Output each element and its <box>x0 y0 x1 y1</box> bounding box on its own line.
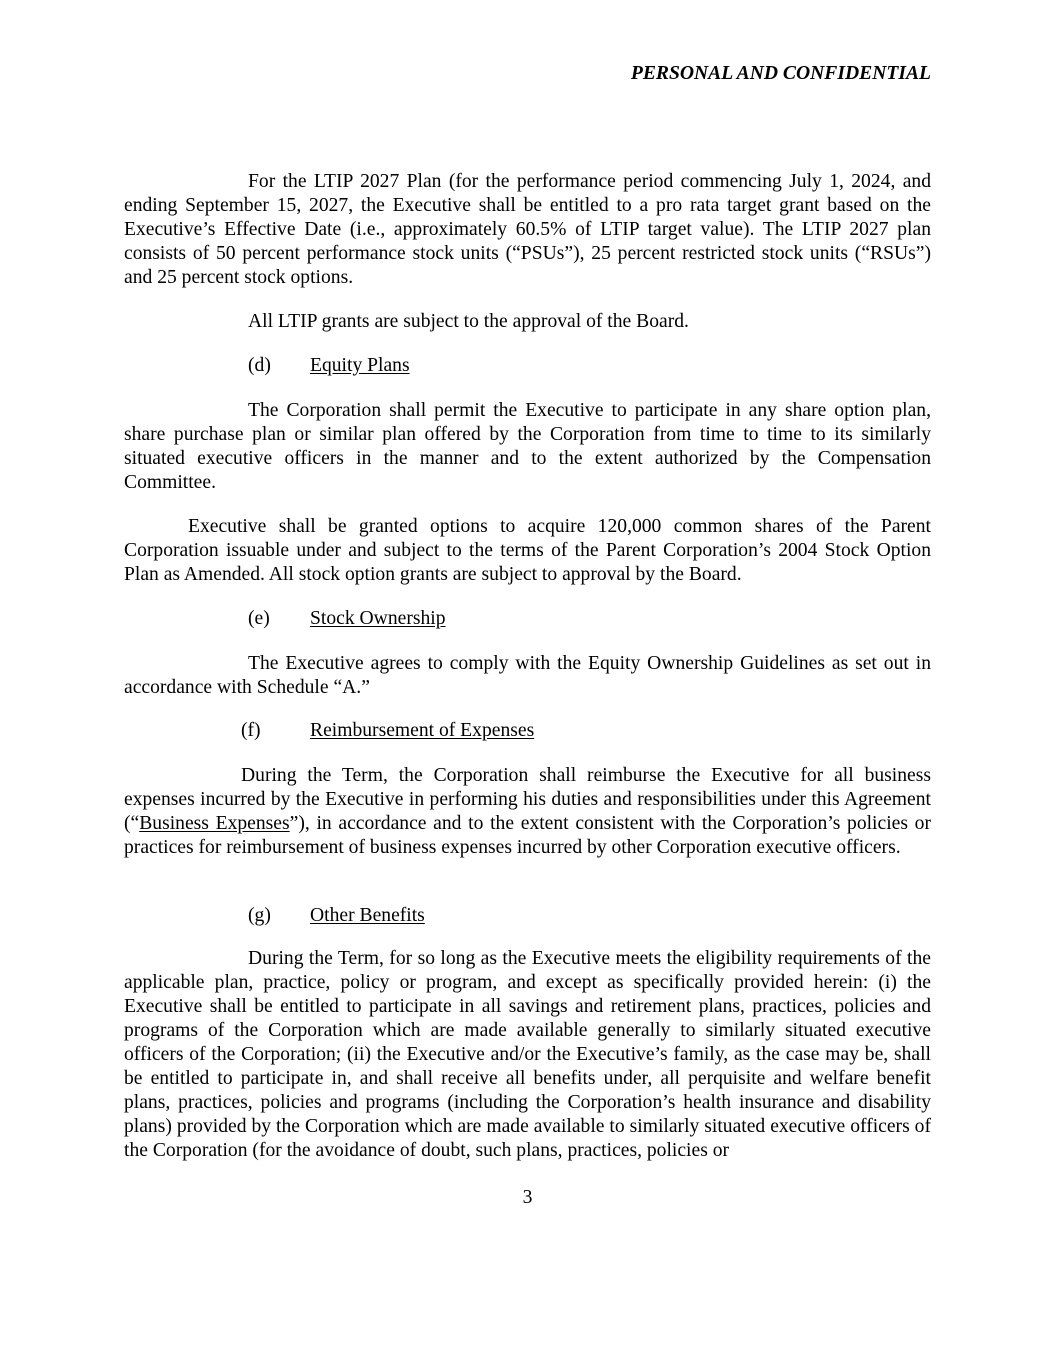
section-f-title: Reimbursement of Expenses <box>310 720 535 741</box>
page-number: 3 <box>522 1187 533 1208</box>
reimbursement-paragraph <box>124 764 931 860</box>
section-d-title: Equity Plans <box>310 355 410 376</box>
reimbursement-text-end: ”), in accordance and to the extent consistent with the Corporation’s policies or practices for reimbursement of business expenses incurred by other Corporation executive officers. <box>124 813 931 858</box>
options-grant-paragraph: Executive shall be granted options to acquire 120,000 common shares of the Parent Corporation issuable under and subject to the terms of the Parent Corporation’s 2004 Stock Option Plan as Amended. All stock option grants are subject to approval by the Board. <box>124 516 931 585</box>
other-benefits-paragraph: During the Term, for so long as the Executive meets the eligibility requirements of the applicable plan, practice, policy or program, and except as specifically provided herein: (i) the Executive shall be entitled to participate in all savings and retirement plans, practices, policies and programs of the Corporation which are made available generally to similarly situated executive officers of the Corporation; (ii) the Executive and/or the Executive’s family, as the case may be, shall be entitled to participate in, and shall receive all benefits under, all perquisite and welfare benefit plans, practices, policies and programs (including the Corporation’s health insurance and disability plans) provided by the Corporation which are made available to similarly situated executive officers of the Corporation (for the avoidance of doubt, such plans, practices, policies or <box>124 948 931 1161</box>
equity-plans-paragraph: The Corporation shall permit the Executive to participate in any share option plan, share purchase plan or similar plan offered by the Corporation from time to time to its similarly situated executive officers in the manner and to the extent authorized by the Compensation Committee. <box>124 400 931 493</box>
section-g-title: Other Benefits <box>310 905 425 926</box>
business-expenses-term: Business Expenses <box>139 813 290 834</box>
section-f-number: (f) <box>241 720 261 741</box>
section-e-title: Stock Ownership <box>310 608 446 629</box>
stock-ownership-paragraph: The Executive agrees to comply with the Equity Ownership Guidelines as set out in accordance with Schedule “A.” <box>124 653 931 698</box>
section-e-number: (e) <box>248 608 270 629</box>
confidential-header: PERSONAL AND CONFIDENTIAL <box>630 63 931 84</box>
ltip-approval-paragraph: All LTIP grants are subject to the approval of the Board. <box>248 311 689 332</box>
section-d-number: (d) <box>248 355 271 376</box>
ltip-2027-paragraph: For the LTIP 2027 Plan (for the performance period commencing July 1, 2024, and ending September 15, 2027, the Executive shall be entitled to a pro rata target grant based on the Executive’s Effective Date (i.e., approximately 60.5% of LTIP target value). The LTIP 2027 plan consists of 50 percent performance stock units (“PSUs”), 25 percent restricted stock units (“RSUs”) and 25 percent stock options. <box>124 171 931 288</box>
section-g-number: (g) <box>248 905 271 926</box>
reimbursement-text-start: During the Term, the Corporation shall reimburse the Executive for all business expenses incurred by the Executive in performing his duties and responsibilities under this Agreement (“ <box>124 765 931 834</box>
